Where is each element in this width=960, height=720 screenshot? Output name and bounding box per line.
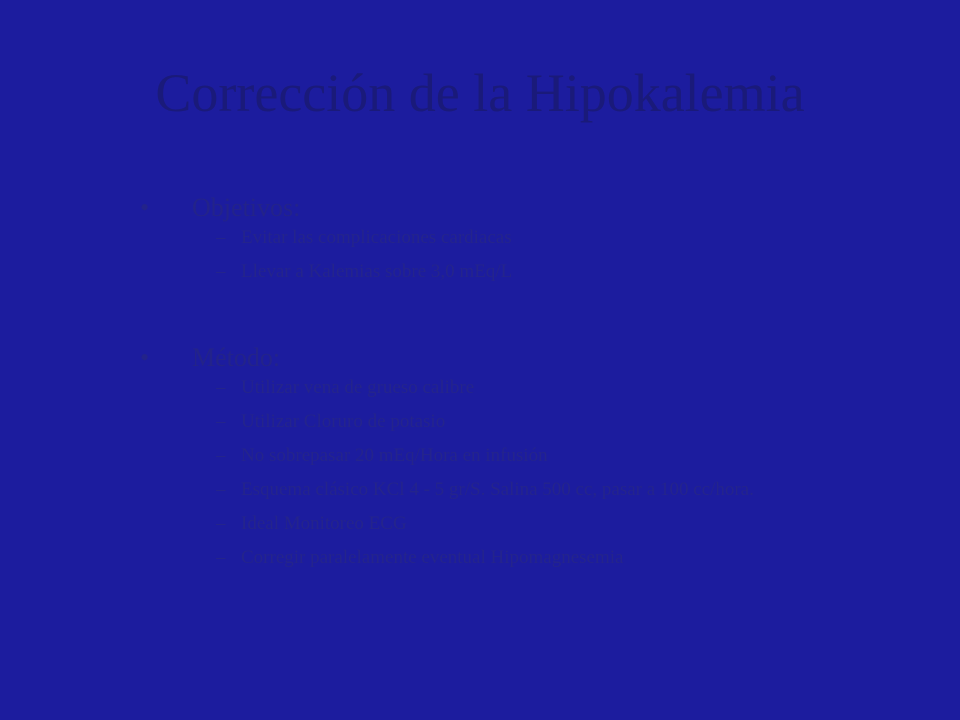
bullet-label: Método: [192, 343, 281, 372]
sub-item [140, 412, 900, 432]
sub-item-text: Utilizar vena de grueso calibre [241, 377, 475, 398]
section-objetivos [140, 192, 900, 296]
sub-item [140, 548, 900, 568]
sub-list-objetivos [140, 228, 900, 282]
bullet-label: Objetivos: [192, 193, 301, 222]
section-metodo [140, 342, 900, 582]
dash-icon: – [216, 445, 226, 466]
sub-item [140, 480, 900, 500]
bullet-objetivos [140, 192, 900, 226]
bullet-dot-icon: • [140, 193, 150, 222]
slide-title: Corrección de la Hipokalemia [155, 63, 805, 123]
sub-item-text: Ideal Monitoreo ECG [241, 513, 407, 534]
sub-item-text: Esquema clásico KCl 4 - 5 gr/S. Salina 500 cc, pasar a 100 cc/hora. [241, 479, 754, 500]
bullet-metodo [140, 342, 900, 376]
sub-list-metodo [140, 378, 900, 568]
bullet-dot-icon: • [140, 343, 150, 372]
sub-item [140, 378, 900, 398]
sub-item [140, 514, 900, 534]
sub-item [140, 262, 900, 282]
sub-item [140, 446, 900, 466]
sub-item-text: Evitar las complicaciones cardiacas [241, 227, 512, 248]
dash-icon: – [216, 513, 226, 534]
dash-icon: – [216, 479, 226, 500]
dash-icon: – [216, 377, 226, 398]
sub-item-text: No sobrepasar 20 mEq/Hora en infusión [241, 445, 548, 466]
dash-icon: – [216, 261, 226, 282]
dash-icon: – [216, 411, 226, 432]
sub-item-text: Corregir paralelamente eventual Hipomagnesemia [241, 547, 624, 568]
sub-item-text: Utilizar Cloruro de potasio [241, 411, 446, 432]
sub-item-text: Llevar a Kalemias sobre 3,0 mEq/L [241, 261, 513, 282]
dash-icon: – [216, 227, 226, 248]
dash-icon: – [216, 547, 226, 568]
sub-item [140, 228, 900, 248]
